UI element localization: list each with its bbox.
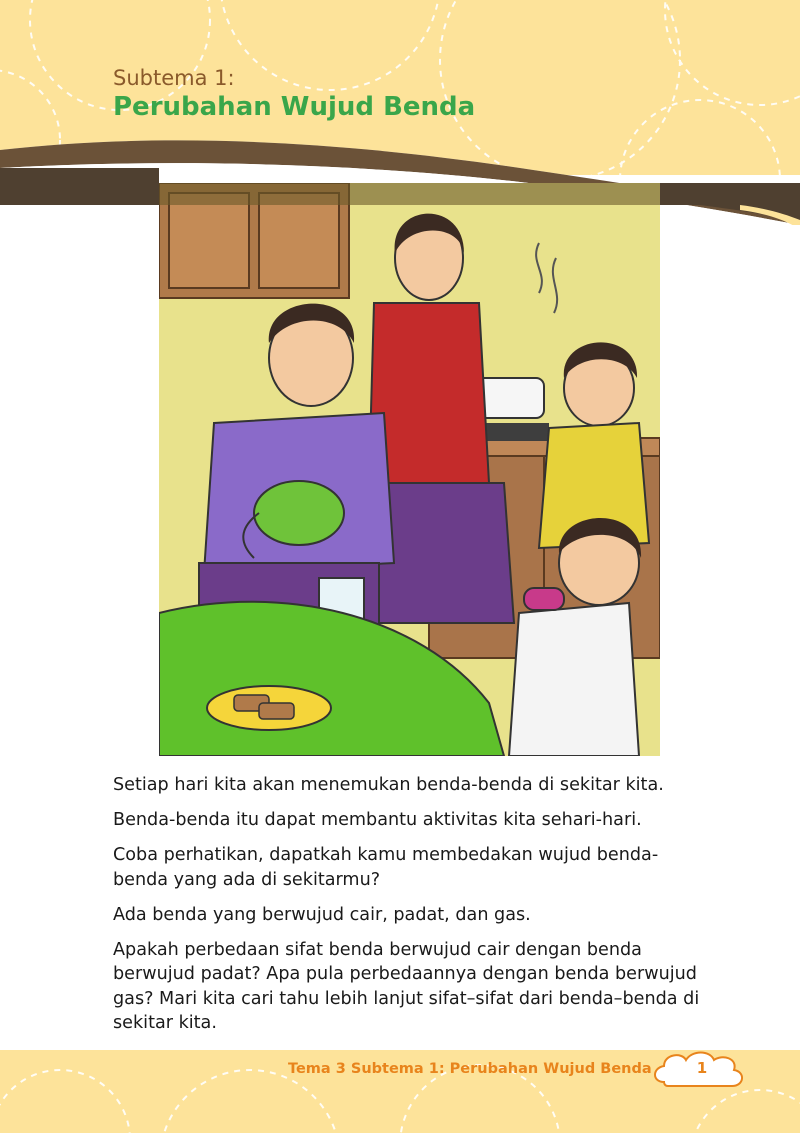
paragraph: Setiap hari kita akan menemukan benda-benda di sekitar kita.: [113, 775, 664, 795]
subtema-title: Perubahan Wujud Benda: [113, 92, 476, 122]
family-kitchen-illustration-icon: [159, 183, 660, 756]
footer-running-title: Tema 3 Subtema 1: Perubahan Wujud Benda: [288, 1061, 652, 1077]
subtema-label: Subtema 1:: [113, 66, 235, 90]
body-text: [113, 773, 713, 1046]
paragraph: Coba perhatikan, dapatkah kamu membedakan wujud benda-benda yang ada di sekitarmu?: [113, 845, 659, 890]
paragraph: Apakah perbedaan sifat benda berwujud cair dengan benda berwujud padat? Apa pula perbedaannya dengan benda berwujud gas? Mari kita cari tahu lebih lanjut sifat–sifat dari benda–benda di sekitar kita.: [113, 939, 700, 1033]
paragraph: Benda-benda itu dapat membantu aktivitas kita sehari-hari.: [113, 810, 642, 830]
page-number: 1: [696, 1059, 708, 1077]
paragraph: Ada benda yang berwujud cair, padat, dan gas.: [113, 904, 531, 925]
